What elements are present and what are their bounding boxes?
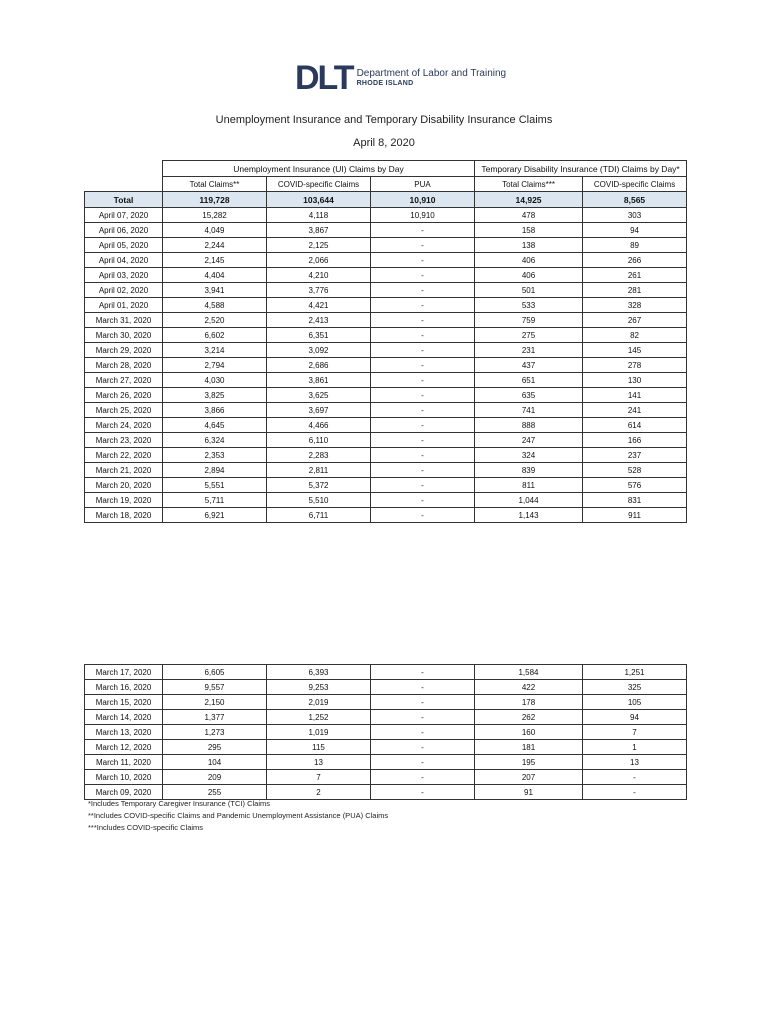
claims-table-page1	[84, 160, 687, 523]
ui-covid-cell: 9,253	[267, 680, 371, 695]
tdi-total-cell: 231	[475, 343, 583, 358]
table-row	[85, 373, 687, 388]
tdi-covid-cell: 94	[583, 223, 687, 238]
tdi-covid-cell: 1	[583, 740, 687, 755]
tdi-covid-cell: 89	[583, 238, 687, 253]
ui-covid-cell: 115	[267, 740, 371, 755]
pua-cell: -	[371, 785, 475, 800]
table-row	[85, 283, 687, 298]
pua-cell: -	[371, 343, 475, 358]
table-row	[85, 740, 687, 755]
ui-total-cell: 2,894	[163, 463, 267, 478]
date-cell: April 03, 2020	[85, 268, 163, 283]
ui-covid-cell: 6,711	[267, 508, 371, 523]
tdi-covid-cell: 166	[583, 433, 687, 448]
table-row	[85, 418, 687, 433]
date-cell: March 18, 2020	[85, 508, 163, 523]
date-cell: March 20, 2020	[85, 478, 163, 493]
date-cell: March 14, 2020	[85, 710, 163, 725]
table-row	[85, 448, 687, 463]
tdi-total-cell: 533	[475, 298, 583, 313]
tdi-covid-cell: 576	[583, 478, 687, 493]
tdi-covid-cell: 278	[583, 358, 687, 373]
date-cell: March 29, 2020	[85, 343, 163, 358]
column-header-row	[85, 177, 687, 192]
pua-cell: -	[371, 478, 475, 493]
table-row	[85, 463, 687, 478]
date-cell: March 10, 2020	[85, 770, 163, 785]
tdi-covid-cell: 145	[583, 343, 687, 358]
pua-cell: -	[371, 373, 475, 388]
tdi-covid-cell: 328	[583, 298, 687, 313]
tdi-total-cell: 811	[475, 478, 583, 493]
date-cell: March 15, 2020	[85, 695, 163, 710]
document-date: April 8, 2020	[353, 137, 415, 149]
tdi-covid-cell: 528	[583, 463, 687, 478]
tdi-total-cell: 422	[475, 680, 583, 695]
table-row	[85, 680, 687, 695]
date-cell: April 01, 2020	[85, 298, 163, 313]
pua-cell: -	[371, 448, 475, 463]
tdi-total-cell: 1,044	[475, 493, 583, 508]
table-row	[85, 253, 687, 268]
tdi-covid-cell: 1,251	[583, 665, 687, 680]
ui-covid-cell: 3,776	[267, 283, 371, 298]
ui-covid-cell: 6,393	[267, 665, 371, 680]
tdi-total-cell: 324	[475, 448, 583, 463]
pua-cell: -	[371, 328, 475, 343]
date-cell: April 02, 2020	[85, 283, 163, 298]
tdi-total-cell: 1,143	[475, 508, 583, 523]
total-pua: 10,910	[371, 192, 475, 208]
ui-total-cell: 2,520	[163, 313, 267, 328]
date-cell: March 28, 2020	[85, 358, 163, 373]
table-row	[85, 725, 687, 740]
tdi-covid-cell: 241	[583, 403, 687, 418]
tdi-covid-cell: 267	[583, 313, 687, 328]
tdi-covid-cell: 94	[583, 710, 687, 725]
date-cell: March 17, 2020	[85, 665, 163, 680]
pua-cell: -	[371, 680, 475, 695]
logo-state: RHODE ISLAND	[356, 80, 414, 87]
ui-group-header: Unemployment Insurance (UI) Claims by Day	[163, 161, 475, 177]
date-cell: March 09, 2020	[85, 785, 163, 800]
table-row	[85, 433, 687, 448]
tdi-covid-cell: 325	[583, 680, 687, 695]
date-cell: March 12, 2020	[85, 740, 163, 755]
ui-total-cell: 4,645	[163, 418, 267, 433]
table-row	[85, 328, 687, 343]
ui-covid-cell: 4,210	[267, 268, 371, 283]
pua-cell: -	[371, 755, 475, 770]
tdi-covid-cell: 141	[583, 388, 687, 403]
pua-cell: -	[371, 695, 475, 710]
pua-cell: -	[371, 770, 475, 785]
ui-total-cell: 4,030	[163, 373, 267, 388]
logo-department: Department of Labor and Training	[356, 68, 507, 79]
ui-covid-cell: 13	[267, 755, 371, 770]
ui-total-cell: 3,866	[163, 403, 267, 418]
pua-cell: -	[371, 403, 475, 418]
ui-total-cell: 5,551	[163, 478, 267, 493]
tdi-covid-cell: -	[583, 770, 687, 785]
footnote-3: ***Includes COVID-specific Claims	[88, 823, 204, 832]
tdi-total-cell: 406	[475, 268, 583, 283]
ui-covid-cell: 4,118	[267, 208, 371, 223]
pua-cell: -	[371, 223, 475, 238]
ui-total-cell: 2,353	[163, 448, 267, 463]
table-row	[85, 268, 687, 283]
tdi-covid-cell: 614	[583, 418, 687, 433]
date-cell: April 04, 2020	[85, 253, 163, 268]
tdi-total-cell: 160	[475, 725, 583, 740]
ui-covid-cell: 2,811	[267, 463, 371, 478]
ui-covid-cell: 1,019	[267, 725, 371, 740]
table-row	[85, 665, 687, 680]
pua-cell: -	[371, 665, 475, 680]
table-row	[85, 238, 687, 253]
ui-covid-cell: 5,510	[267, 493, 371, 508]
tdi-covid-cell: 281	[583, 283, 687, 298]
tdi-total-cell: 275	[475, 328, 583, 343]
tdi-total-cell: 406	[475, 253, 583, 268]
tdi-total-cell: 158	[475, 223, 583, 238]
date-cell: March 21, 2020	[85, 463, 163, 478]
ui-covid-cell: 2,686	[267, 358, 371, 373]
total-ui-claims: 119,728	[163, 192, 267, 208]
ui-total-cell: 4,049	[163, 223, 267, 238]
date-cell: March 27, 2020	[85, 373, 163, 388]
tdi-total-cell: 138	[475, 238, 583, 253]
tdi-total-cell: 501	[475, 283, 583, 298]
date-cell: March 24, 2020	[85, 418, 163, 433]
ui-covid-cell: 2	[267, 785, 371, 800]
ui-covid-cell: 3,092	[267, 343, 371, 358]
date-cell: April 06, 2020	[85, 223, 163, 238]
table-row	[85, 223, 687, 238]
tdi-total-cell: 888	[475, 418, 583, 433]
tdi-total-cell: 839	[475, 463, 583, 478]
pua-cell: -	[371, 238, 475, 253]
corner-cell	[85, 177, 163, 192]
ui-total-cell: 1,377	[163, 710, 267, 725]
tdi-covid-cell: 237	[583, 448, 687, 463]
pua-cell: -	[371, 418, 475, 433]
tdi-total-cell: 741	[475, 403, 583, 418]
tdi-covid-cell: 303	[583, 208, 687, 223]
ui-total-cell: 2,150	[163, 695, 267, 710]
ui-total-cell: 9,557	[163, 680, 267, 695]
date-cell: March 13, 2020	[85, 725, 163, 740]
ui-total-cell: 4,588	[163, 298, 267, 313]
tdi-covid-cell: 105	[583, 695, 687, 710]
date-cell: April 07, 2020	[85, 208, 163, 223]
table-row	[85, 508, 687, 523]
pua-cell: -	[371, 358, 475, 373]
tdi-total-cell: 759	[475, 313, 583, 328]
pua-cell: 10,910	[371, 208, 475, 223]
footnote-2: **Includes COVID-specific Claims and Pandemic Unemployment Assistance (PUA) Claims	[88, 811, 389, 820]
ui-covid-cell: 7	[267, 770, 371, 785]
ui-total-cell: 255	[163, 785, 267, 800]
ui-covid-cell: 2,413	[267, 313, 371, 328]
logo-mark: DLT	[295, 59, 353, 97]
table-row	[85, 208, 687, 223]
ui-covid-cell: 2,125	[267, 238, 371, 253]
tdi-covid-cell: 7	[583, 725, 687, 740]
tdi-total-cell: 437	[475, 358, 583, 373]
ui-total-cell: 2,244	[163, 238, 267, 253]
ui-total-cell: 6,605	[163, 665, 267, 680]
ui-covid-cell: 3,697	[267, 403, 371, 418]
tdi-total-cell: 195	[475, 755, 583, 770]
pua-cell: -	[371, 508, 475, 523]
ui-total-cell: 15,282	[163, 208, 267, 223]
col-pua: PUA	[371, 177, 475, 192]
date-cell: March 16, 2020	[85, 680, 163, 695]
claims-table-page2	[84, 664, 687, 800]
ui-total-cell: 5,711	[163, 493, 267, 508]
col-ui-covid-claims: COVID-specific Claims	[267, 177, 371, 192]
ui-total-cell: 104	[163, 755, 267, 770]
footnotes	[88, 798, 388, 834]
col-tdi-covid-claims: COVID-specific Claims	[583, 177, 687, 192]
table-row	[85, 695, 687, 710]
ui-total-cell: 6,921	[163, 508, 267, 523]
table-row	[85, 770, 687, 785]
group-header-row	[85, 161, 687, 177]
pua-cell: -	[371, 298, 475, 313]
pua-cell: -	[371, 433, 475, 448]
tdi-covid-cell: -	[583, 785, 687, 800]
table-row	[85, 403, 687, 418]
ui-covid-cell: 2,283	[267, 448, 371, 463]
ui-covid-cell: 4,421	[267, 298, 371, 313]
ui-total-cell: 4,404	[163, 268, 267, 283]
ui-covid-cell: 3,867	[267, 223, 371, 238]
date-cell: March 25, 2020	[85, 403, 163, 418]
pua-cell: -	[371, 463, 475, 478]
dlt-logo	[295, 59, 507, 97]
tdi-total-cell: 207	[475, 770, 583, 785]
table-row	[85, 343, 687, 358]
tdi-total-cell: 181	[475, 740, 583, 755]
ui-covid-cell: 2,066	[267, 253, 371, 268]
tdi-group-header: Temporary Disability Insurance (TDI) Claims by Day*	[475, 161, 687, 177]
tdi-total-cell: 247	[475, 433, 583, 448]
total-label: Total	[85, 192, 163, 208]
ui-total-cell: 3,214	[163, 343, 267, 358]
total-row	[85, 192, 687, 208]
logo-text	[357, 68, 507, 88]
table-row	[85, 358, 687, 373]
ui-total-cell: 2,794	[163, 358, 267, 373]
table-row	[85, 298, 687, 313]
total-tdi-covid: 8,565	[583, 192, 687, 208]
table-row	[85, 710, 687, 725]
ui-total-cell: 6,602	[163, 328, 267, 343]
pua-cell: -	[371, 313, 475, 328]
ui-covid-cell: 3,625	[267, 388, 371, 403]
tdi-total-cell: 635	[475, 388, 583, 403]
col-ui-total-claims: Total Claims**	[163, 177, 267, 192]
footnote-1: *Includes Temporary Caregiver Insurance (TCI) Claims	[88, 799, 271, 808]
corner-cell	[85, 161, 163, 177]
ui-covid-cell: 6,110	[267, 433, 371, 448]
pua-cell: -	[371, 388, 475, 403]
date-cell: March 26, 2020	[85, 388, 163, 403]
tdi-covid-cell: 13	[583, 755, 687, 770]
tdi-total-cell: 651	[475, 373, 583, 388]
pua-cell: -	[371, 725, 475, 740]
tdi-covid-cell: 261	[583, 268, 687, 283]
pua-cell: -	[371, 253, 475, 268]
ui-covid-cell: 3,861	[267, 373, 371, 388]
tdi-covid-cell: 266	[583, 253, 687, 268]
tdi-total-cell: 1,584	[475, 665, 583, 680]
date-cell: March 30, 2020	[85, 328, 163, 343]
tdi-covid-cell: 911	[583, 508, 687, 523]
ui-total-cell: 6,324	[163, 433, 267, 448]
ui-covid-cell: 6,351	[267, 328, 371, 343]
ui-total-cell: 2,145	[163, 253, 267, 268]
table-row	[85, 388, 687, 403]
date-cell: March 19, 2020	[85, 493, 163, 508]
tdi-covid-cell: 831	[583, 493, 687, 508]
pua-cell: -	[371, 710, 475, 725]
document-title: Unemployment Insurance and Temporary Disability Insurance Claims	[215, 114, 553, 126]
col-tdi-total-claims: Total Claims***	[475, 177, 583, 192]
tdi-total-cell: 262	[475, 710, 583, 725]
date-cell: March 22, 2020	[85, 448, 163, 463]
table-row	[85, 313, 687, 328]
tdi-covid-cell: 82	[583, 328, 687, 343]
date-cell: March 23, 2020	[85, 433, 163, 448]
table-row	[85, 493, 687, 508]
total-tdi-claims: 14,925	[475, 192, 583, 208]
table-row	[85, 755, 687, 770]
pua-cell: -	[371, 493, 475, 508]
pua-cell: -	[371, 268, 475, 283]
tdi-total-cell: 478	[475, 208, 583, 223]
ui-total-cell: 3,941	[163, 283, 267, 298]
total-ui-covid: 103,644	[267, 192, 371, 208]
ui-covid-cell: 5,372	[267, 478, 371, 493]
pua-cell: -	[371, 283, 475, 298]
date-cell: March 11, 2020	[85, 755, 163, 770]
tdi-total-cell: 91	[475, 785, 583, 800]
pua-cell: -	[371, 740, 475, 755]
ui-total-cell: 3,825	[163, 388, 267, 403]
ui-total-cell: 209	[163, 770, 267, 785]
table-row	[85, 478, 687, 493]
date-cell: April 05, 2020	[85, 238, 163, 253]
date-cell: March 31, 2020	[85, 313, 163, 328]
ui-total-cell: 295	[163, 740, 267, 755]
ui-covid-cell: 4,466	[267, 418, 371, 433]
tdi-total-cell: 178	[475, 695, 583, 710]
ui-covid-cell: 2,019	[267, 695, 371, 710]
tdi-covid-cell: 130	[583, 373, 687, 388]
ui-covid-cell: 1,252	[267, 710, 371, 725]
ui-total-cell: 1,273	[163, 725, 267, 740]
